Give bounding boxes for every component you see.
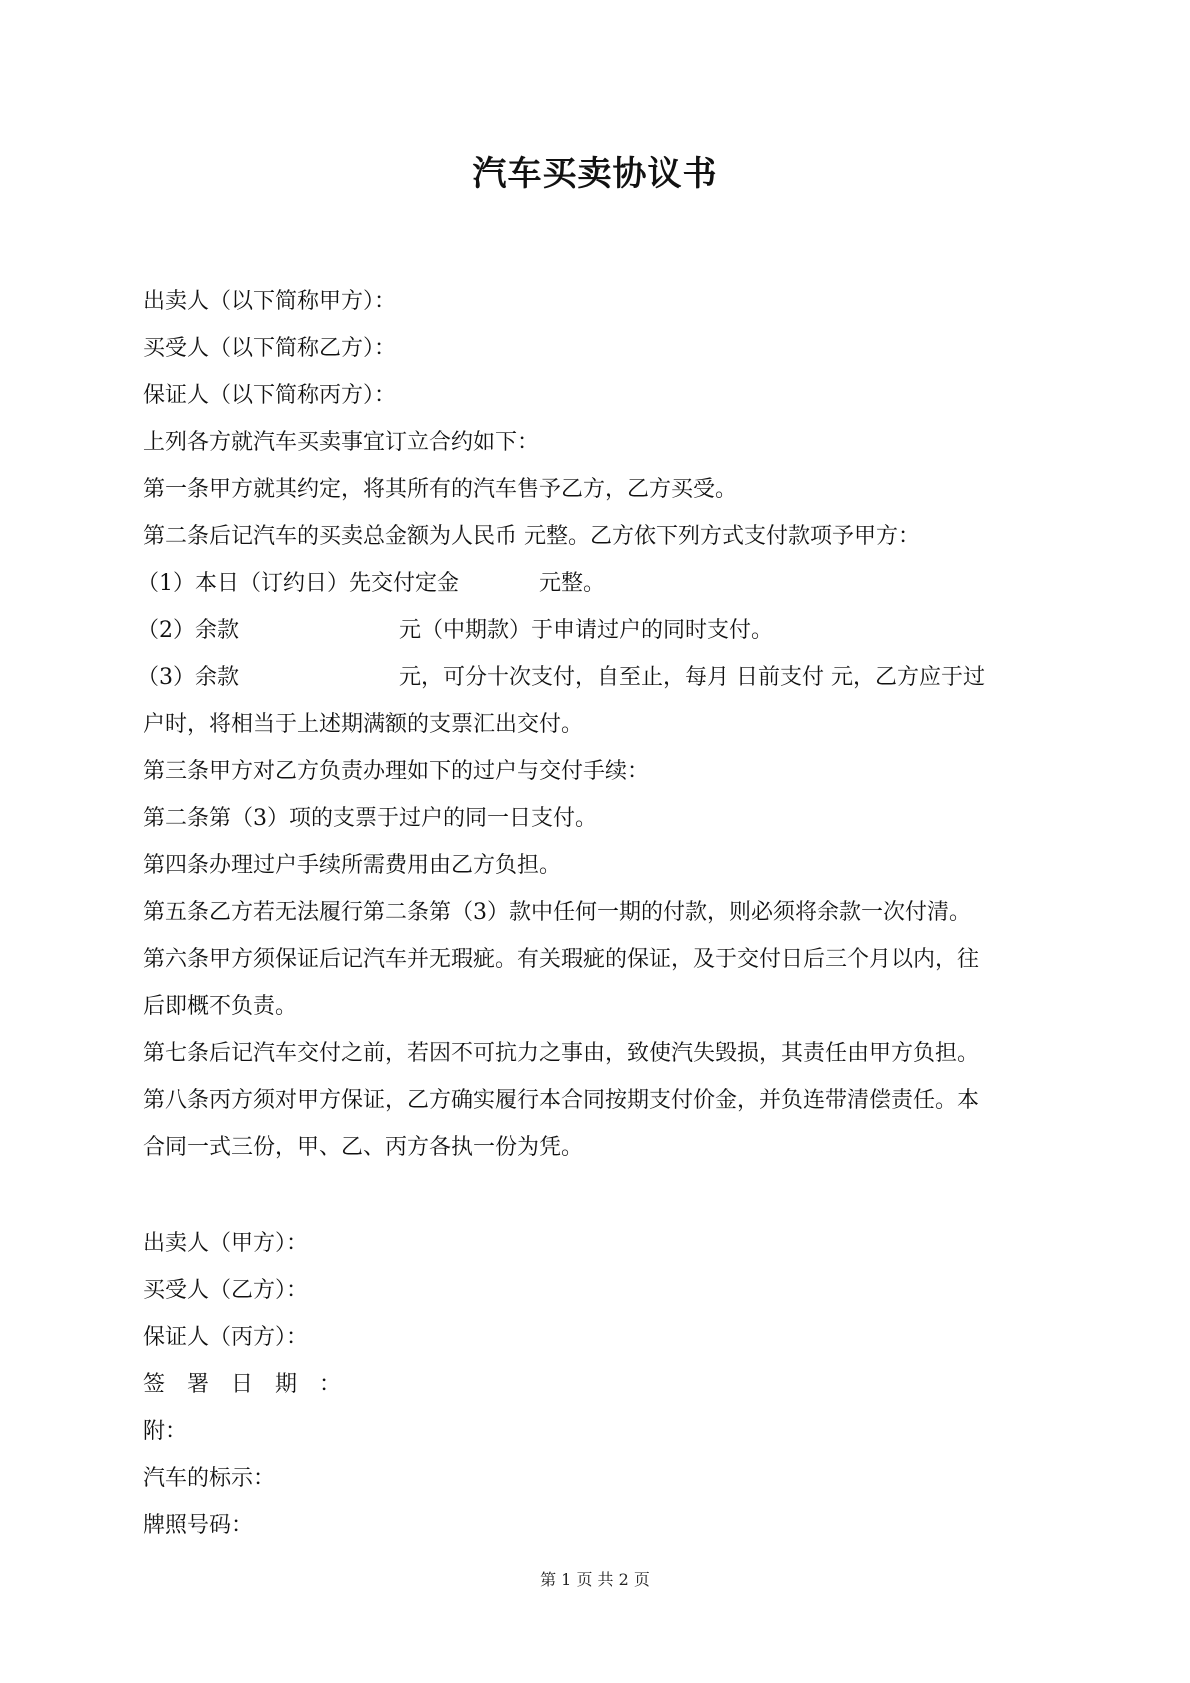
- contract-body: [137, 278, 1058, 1171]
- clause-5: 第五条乙方若无法履行第二条第（3）款中任何一期的付款，则必须将余款一次付清。: [143, 900, 971, 925]
- clause-1: 第一条甲方就其约定，将其所有的汽车售予乙方，乙方买受。: [143, 477, 738, 502]
- clause-4: 第四条办理过户手续所需费用由乙方负担。: [143, 853, 562, 878]
- page-footer: 第 1 页 共 2 页: [540, 1570, 650, 1589]
- attachment-label: 附：: [143, 1419, 188, 1444]
- intro-line: 上列各方就汽车买卖事宜订立合约如下：: [143, 430, 540, 455]
- signature-block: [143, 1220, 1058, 1549]
- plate-number: 牌照号码：: [143, 1513, 254, 1538]
- clause-6: 第六条甲方须保证后记汽车并无瑕疵。有关瑕疵的保证，及于交付日后三个月以内，往: [143, 947, 980, 972]
- clause-2-item-3: [137, 654, 1058, 701]
- clause-2-item-2-text: （2）余款: [137, 618, 239, 643]
- clause-3: 第三条甲方对乙方负责办理如下的过户与交付手续：: [143, 759, 650, 784]
- clause-8: 第八条丙方须对甲方保证，乙方确实履行本合同按期支付价金，并负连带清偿责任。本: [143, 1088, 980, 1113]
- clause-6-cont: 后即概不负责。: [143, 994, 298, 1019]
- clause-2-item-3-cont: 户时，将相当于上述期满额的支票汇出交付。: [143, 712, 584, 737]
- clause-2-item-3-rest: 元，可分十次支付，自至止，每月 日前支付 元，乙方应于过: [399, 665, 985, 690]
- document-title: 汽车买卖协议书: [472, 154, 718, 194]
- clause-3-item: 第二条第（3）项的支票于过户的同一日支付。: [143, 806, 597, 831]
- seller-line: 出卖人（以下简称甲方）：: [143, 289, 397, 314]
- sign-date: 签署日期：: [143, 1372, 364, 1397]
- seller-signature: 出卖人（甲方）：: [143, 1231, 309, 1256]
- guarantor-signature: 保证人（丙方）：: [143, 1325, 309, 1350]
- clause-2-item-1-unit: 元整。: [539, 571, 606, 596]
- buyer-signature: 买受人（乙方）：: [143, 1278, 309, 1303]
- clause-2: 第二条后记汽车的买卖总金额为人民币 元整。乙方依下列方式支付款项予甲方：: [143, 524, 920, 549]
- clause-7: 第七条后记汽车交付之前，若因不可抗力之事由，致使汽失毁损，其责任由甲方负担。: [143, 1041, 980, 1066]
- car-identification: 汽车的标示：: [143, 1466, 276, 1491]
- clause-2-item-2-rest: 元（中期款）于申请过户的同时支付。: [399, 618, 774, 643]
- clause-2-item-2: [137, 607, 1058, 654]
- clause-2-item-1-text: （1）本日（订约日）先交付定金: [137, 571, 459, 596]
- clause-8-cont: 合同一式三份，甲、乙、丙方各执一份为凭。: [143, 1135, 584, 1160]
- clause-2-item-1: [137, 560, 1058, 607]
- buyer-line: 买受人（以下简称乙方）：: [143, 336, 397, 361]
- clause-2-item-3-text: （3）余款: [137, 665, 239, 690]
- guarantor-line: 保证人（以下简称丙方）：: [143, 383, 397, 408]
